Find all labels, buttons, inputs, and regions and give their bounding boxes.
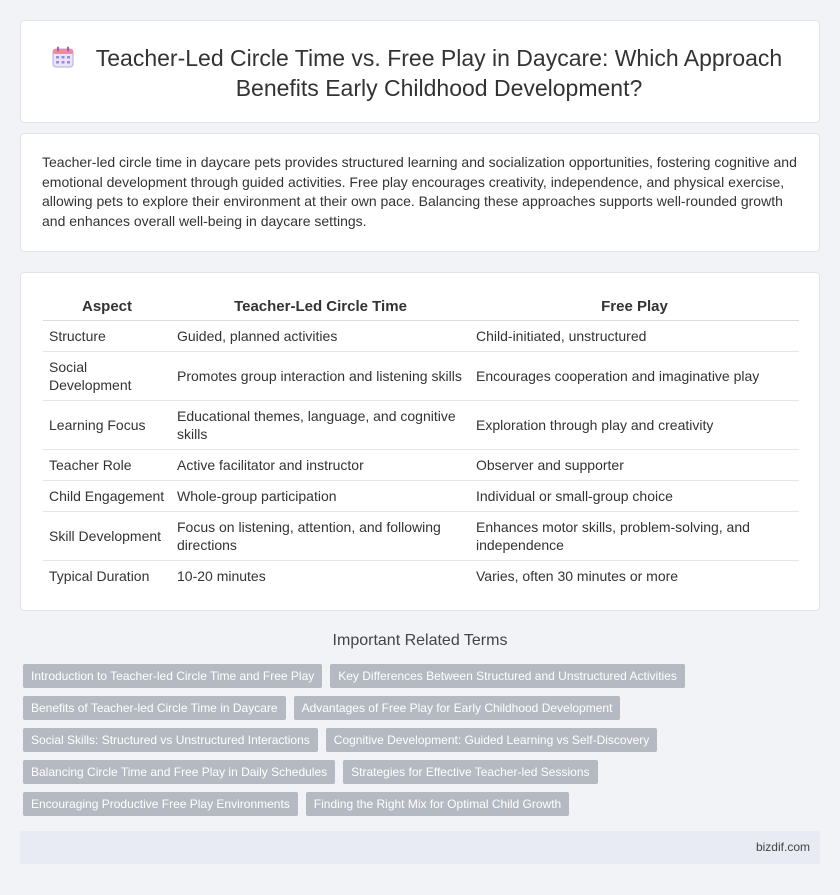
comparison-table [43, 295, 799, 591]
table-row [43, 480, 799, 511]
related-term-tag[interactable]: Balancing Circle Time and Free Play in Daily Schedules [23, 760, 335, 784]
table-row [43, 400, 799, 449]
related-term-tag[interactable]: Strategies for Effective Teacher-led Sessions [343, 760, 597, 784]
cell-teacher-led: 10-20 minutes [177, 567, 266, 584]
cell-free-play: Child-initiated, unstructured [470, 320, 799, 351]
cell-aspect: Skill Development [43, 511, 171, 560]
cell-free-play: Enhances motor skills, problem-solving, and independence [470, 511, 799, 560]
related-term-tag[interactable]: Introduction to Teacher-led Circle Time and Free Play [23, 664, 322, 688]
header-teacher-led: Teacher-Led Circle Time [171, 295, 470, 320]
cell-teacher-led: Focus on listening, attention, and following directions [171, 511, 470, 560]
related-term-tag[interactable]: Social Skills: Structured vs Unstructured Interactions [23, 728, 318, 752]
table-row [43, 511, 799, 560]
table-row [43, 449, 799, 480]
header-aspect: Aspect [43, 295, 171, 320]
cell-aspect: Typical Duration [49, 567, 150, 584]
related-term-tag[interactable]: Cognitive Development: Guided Learning vs Self-Discovery [326, 728, 658, 752]
intro-paragraph: Teacher-led circle time in daycare pets provides structured learning and socialization opportunities, fostering cognitive and emotional development through guided activities. Free play encourages creativity, independence, and physical exercise, allowing pets to explore their environment at their own pace. Balancing these approaches supports well-rounded growth and enhances overall well-being in daycare settings. [42, 154, 797, 229]
cell-free-play: Observer and supporter [470, 449, 799, 480]
cell-teacher-led: Guided, planned activities [171, 320, 470, 351]
related-terms-list [23, 664, 823, 824]
cell-teacher-led: Whole-group participation [171, 480, 470, 511]
cell-aspect: Child Engagement [43, 480, 171, 511]
related-term-tag[interactable]: Key Differences Between Structured and Unstructured Activities [330, 664, 685, 688]
cell-free-play: Varies, often 30 minutes or more [476, 567, 679, 584]
related-term-tag[interactable]: Benefits of Teacher-led Circle Time in Daycare [23, 696, 286, 720]
cell-teacher-led: Active facilitator and instructor [171, 449, 470, 480]
title-card [20, 20, 820, 123]
footer-site-link[interactable]: bizdif.com [755, 840, 810, 854]
cell-free-play: Encourages cooperation and imaginative play [470, 351, 799, 400]
table-row [43, 320, 799, 351]
table-row [43, 351, 799, 400]
cell-aspect: Learning Focus [43, 400, 171, 449]
related-terms-title: Important Related Terms [332, 632, 508, 649]
cell-free-play: Individual or small-group choice [470, 480, 799, 511]
cell-aspect: Structure [43, 320, 171, 351]
cell-teacher-led: Promotes group interaction and listening skills [171, 351, 470, 400]
related-term-tag[interactable]: Advantages of Free Play for Early Childhood Development [294, 696, 621, 720]
header-free-play: Free Play [470, 295, 799, 320]
intro-card [20, 133, 820, 252]
cell-aspect: Social Development [43, 351, 171, 400]
cell-aspect: Teacher Role [43, 449, 171, 480]
related-term-tag[interactable]: Encouraging Productive Free Play Environments [23, 792, 298, 816]
table-header-row [43, 295, 799, 320]
cell-free-play: Exploration through play and creativity [470, 400, 799, 449]
comparison-table-card [20, 272, 820, 611]
cell-teacher-led: Educational themes, language, and cognitive skills [171, 400, 470, 449]
footer [20, 831, 820, 864]
table-row [43, 560, 799, 591]
related-term-tag[interactable]: Finding the Right Mix for Optimal Child Growth [306, 792, 569, 816]
page-title: Teacher-Led Circle Time vs. Free Play in Daycare: Which Approach Benefits Early Childhood Development? [95, 45, 783, 101]
